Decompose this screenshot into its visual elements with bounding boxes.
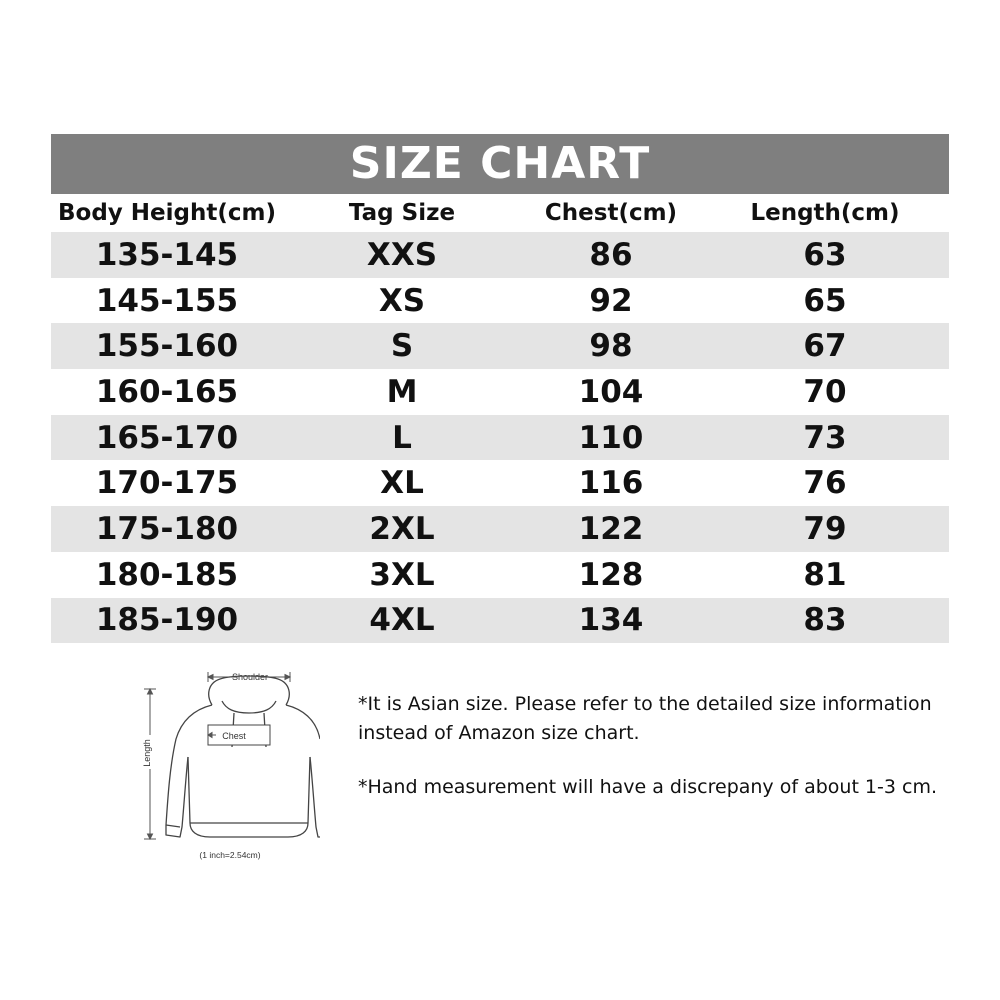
table-row bbox=[51, 552, 949, 598]
cell-chest: 92 bbox=[589, 282, 633, 319]
shoulder-label: Shoulder bbox=[231, 672, 269, 682]
cell-chest: 116 bbox=[578, 465, 644, 502]
header-length: Length(cm) bbox=[750, 200, 900, 226]
cell-body-height: 170-175 bbox=[95, 465, 239, 502]
hoodie-measurement-diagram bbox=[130, 665, 320, 865]
cell-length: 83 bbox=[803, 602, 847, 639]
cell-chest: 110 bbox=[578, 419, 644, 456]
cell-tag-size: L bbox=[392, 419, 412, 456]
note-measurement-discrepancy: *Hand measurement will have a discrepany of about 1-3 cm. bbox=[358, 776, 937, 798]
cell-body-height: 160-165 bbox=[95, 373, 239, 410]
cell-chest: 104 bbox=[578, 373, 644, 410]
cell-chest: 134 bbox=[578, 602, 644, 639]
cell-length: 73 bbox=[803, 419, 847, 456]
cell-body-height: 145-155 bbox=[95, 282, 239, 319]
table-row bbox=[51, 415, 949, 461]
cell-body-height: 185-190 bbox=[95, 602, 239, 639]
cell-length: 65 bbox=[803, 282, 847, 319]
table-body bbox=[51, 232, 949, 643]
cell-tag-size: XS bbox=[378, 282, 426, 319]
cell-chest: 98 bbox=[589, 328, 633, 365]
cell-body-height: 165-170 bbox=[95, 419, 239, 456]
cell-length: 67 bbox=[803, 328, 847, 365]
cell-chest: 122 bbox=[578, 510, 644, 547]
cell-body-height: 155-160 bbox=[95, 328, 239, 365]
table-row bbox=[51, 369, 949, 415]
header-body-height: Body Height(cm) bbox=[58, 200, 276, 226]
cell-tag-size: M bbox=[386, 373, 418, 410]
table-row bbox=[51, 278, 949, 324]
cell-chest: 128 bbox=[578, 556, 644, 593]
size-table bbox=[51, 194, 949, 643]
cell-body-height: 135-145 bbox=[95, 236, 239, 273]
note-asian-size: *It is Asian size. Please refer to the detailed size information instead of Amazon size chart. bbox=[358, 693, 932, 744]
cell-tag-size: 3XL bbox=[369, 556, 435, 593]
cell-length: 81 bbox=[803, 556, 847, 593]
table-row bbox=[51, 232, 949, 278]
table-row bbox=[51, 460, 949, 506]
header-chest: Chest(cm) bbox=[544, 200, 678, 226]
length-label: Length bbox=[142, 739, 152, 767]
header-tag-size: Tag Size bbox=[348, 200, 456, 226]
cell-tag-size: XXS bbox=[366, 236, 438, 273]
cell-body-height: 180-185 bbox=[95, 556, 239, 593]
cell-length: 70 bbox=[803, 373, 847, 410]
hoodie-outline bbox=[166, 676, 320, 837]
cell-length: 63 bbox=[803, 236, 847, 273]
cell-length: 79 bbox=[803, 510, 847, 547]
cell-tag-size: S bbox=[390, 328, 414, 365]
table-row bbox=[51, 506, 949, 552]
cell-tag-size: 2XL bbox=[369, 510, 435, 547]
size-chart-title: SIZE CHART bbox=[51, 134, 949, 194]
table-row bbox=[51, 323, 949, 369]
cell-chest: 86 bbox=[589, 236, 633, 273]
cell-length: 76 bbox=[803, 465, 847, 502]
cell-body-height: 175-180 bbox=[95, 510, 239, 547]
unit-note: (1 inch=2.54cm) bbox=[199, 850, 261, 860]
size-notes bbox=[358, 690, 948, 802]
table-header-row bbox=[51, 194, 949, 232]
chest-label: Chest bbox=[222, 731, 246, 741]
cell-tag-size: XL bbox=[380, 465, 424, 502]
table-row bbox=[51, 598, 949, 644]
cell-tag-size: 4XL bbox=[369, 602, 435, 639]
